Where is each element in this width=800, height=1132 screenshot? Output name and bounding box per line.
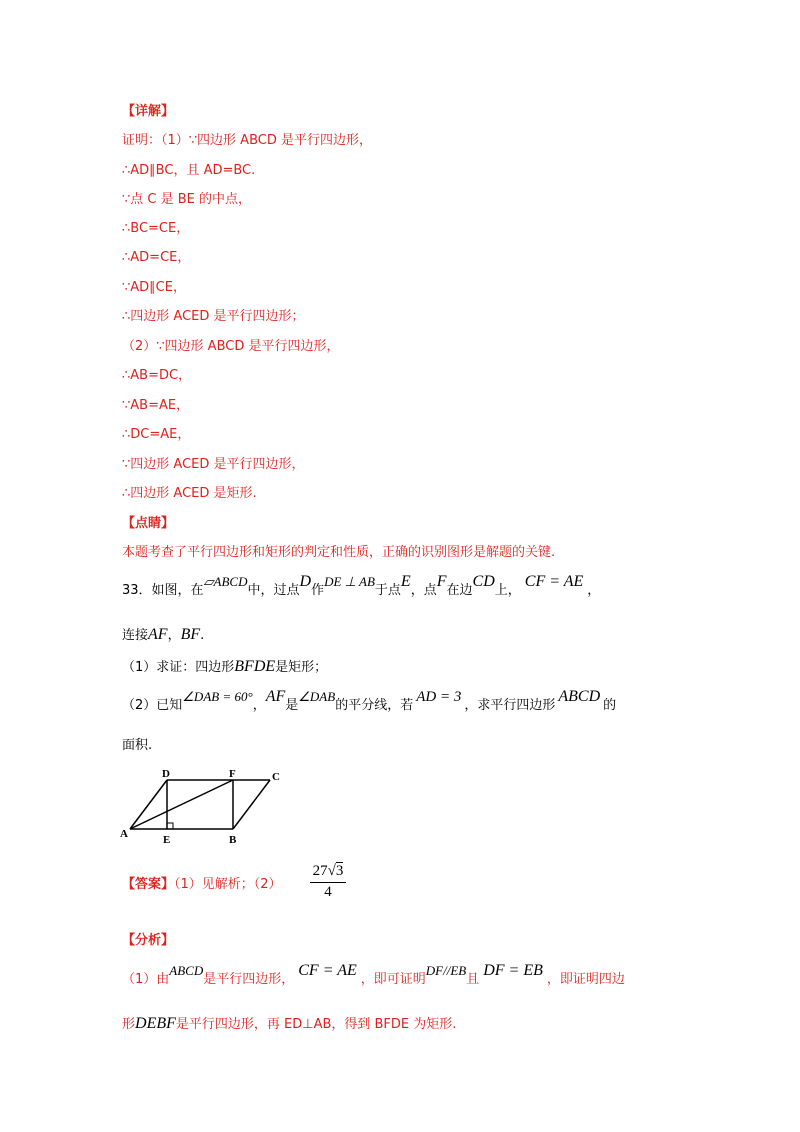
problem-line-1: 33．如图，在▱ABCD中，过点D作DE ⊥ AB于点E，点F在边CD上，CF = AE，	[122, 573, 601, 598]
solution-line-7: ∴四边形 ACED 是平行四边形；	[122, 309, 305, 324]
fraction-denominator: 4	[324, 884, 332, 900]
segment-af	[130, 780, 233, 829]
label-a: A	[120, 828, 128, 840]
solution-line-11: ∴DC=AE，	[122, 427, 191, 442]
comment-heading: 【点睛】	[122, 516, 175, 531]
sqrt-symbol: √	[327, 863, 336, 879]
label-e: E	[163, 834, 171, 846]
solution-line-6: ∵AD∥CE，	[122, 280, 186, 295]
analysis-line-1: （1）由ABCD是平行四边形，CF = AE，即可证明DF//EB且DF = EB，即证明四边	[122, 962, 625, 987]
answer-heading: 【答案】	[122, 877, 175, 892]
parallelogram-abcd: ▱ABCD	[203, 574, 248, 589]
analysis-line-2: 形DEBF是平行四边形，再 ED⊥AB，得到 BFDE 为矩形.	[122, 1015, 457, 1032]
fraction-numerator: 27√3	[312, 863, 344, 879]
segment-da	[130, 780, 167, 829]
solution-line-9: ∴AB=DC，	[122, 368, 192, 383]
answer-fraction	[308, 862, 348, 901]
fraction-bar	[310, 882, 346, 883]
solution-line-13: ∴四边形 ACED 是矩形.	[122, 486, 257, 501]
solution-line-12: ∵四边形 ACED 是平行四边形，	[122, 457, 305, 472]
label-f: F	[229, 768, 236, 780]
solution-line-3: ∵点 C 是 BE 的中点，	[122, 192, 252, 207]
problem-line-2: 连接AF，BF.	[122, 626, 205, 643]
solution-line-5: ∴AD=CE，	[122, 250, 191, 265]
problem-part-2: （2）已知∠DAB = 60°，AF是∠DAB的平分线，若AD = 3，求平行四边形ABCD的	[122, 688, 617, 713]
solution-line-2: ∴AD∥BC，且 AD=BC.	[122, 163, 256, 178]
parallelogram-figure	[118, 765, 288, 850]
solution-line-4: ∴BC=CE，	[122, 221, 190, 236]
label-b: B	[229, 834, 237, 846]
solution-line-1: 证明：（1）∵四边形 ABCD 是平行四边形，	[122, 133, 372, 148]
solution-heading: 【详解】	[122, 104, 175, 119]
solution-line-8: （2）∵四边形 ABCD 是平行四边形，	[122, 339, 340, 354]
solution-line-10: ∵AB=AE，	[122, 398, 190, 413]
label-c: C	[272, 771, 280, 783]
analysis-heading: 【分析】	[122, 933, 175, 948]
segment-bc	[233, 780, 270, 829]
comment-text: 本题考查了平行四边形和矩形的判定和性质，正确的识别图形是解题的关键.	[122, 545, 556, 560]
label-d: D	[162, 768, 170, 780]
right-angle-mark	[167, 823, 173, 829]
problem-part-2-cont: 面积.	[122, 738, 153, 753]
problem-part-1: （1）求证：四边形BFDE是矩形；	[122, 658, 328, 675]
answer-line: 【答案】（1）见解析；（2）	[122, 877, 282, 892]
